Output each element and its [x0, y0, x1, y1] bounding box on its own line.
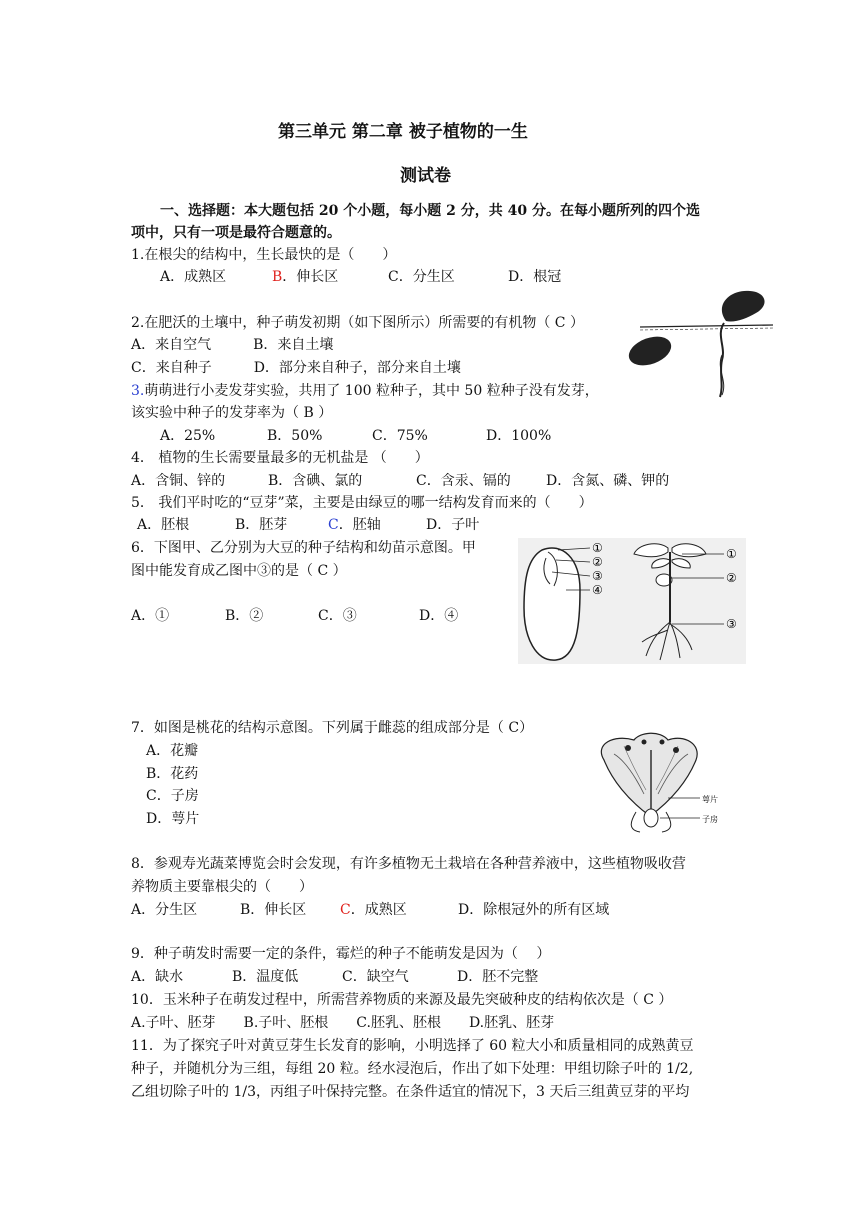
q8-option-c: C．成熟区: [340, 902, 407, 918]
section-heading-line2: 项中，只有一项是最符合题意的。: [131, 225, 341, 241]
peach-flower-figure: [584, 730, 730, 836]
q4-option-b: B．含碘、氯的: [268, 473, 363, 489]
q5-option-b: B．胚芽: [235, 517, 288, 533]
q5-option-c-letter: C: [328, 517, 339, 533]
q6-option-c: C．③: [318, 608, 357, 624]
q7-option-b: B．花药: [146, 766, 199, 782]
seedling-label-1: ①: [726, 547, 737, 561]
q4-option-a: A．含铜、锌的: [131, 473, 226, 489]
q1-option-b: B．伸长区: [272, 269, 339, 285]
q7-stem: 7．如图是桃花的结构示意图。下列属于雌蕊的组成部分是（ C）: [131, 720, 534, 736]
q5-option-c-text: ．胚轴: [338, 517, 381, 533]
seedling-figure: [620, 538, 746, 664]
flower-label-sepal: 萼片: [702, 795, 718, 804]
q8-option-d: D．除根冠外的所有区域: [458, 902, 610, 918]
q8-option-c-text: ．成熟区: [350, 902, 407, 918]
q7-option-a: A．花瓣: [146, 743, 199, 759]
q1-option-b-text: ．伸长区: [282, 269, 339, 285]
q3-option-a: A．25%: [160, 428, 216, 444]
q3-option-d: D．100%: [486, 428, 552, 444]
seed-structure-figure: [518, 538, 622, 664]
q9-option-d: D．胚不完整: [457, 969, 539, 985]
q7-option-c: C．子房: [146, 788, 199, 804]
q5-stem: 5． 我们平时吃的“豆芽”菜，主要是由绿豆的哪一结构发育而来的（ ）: [131, 495, 593, 511]
q7-option-d: D．萼片: [146, 811, 200, 827]
q4-stem: 4． 植物的生长需要量最多的无机盐是 （ ）: [131, 450, 429, 466]
q1-option-a: A．成熟区: [160, 269, 227, 285]
seed-label-4: ④: [592, 583, 603, 597]
page-subtitle: 测试卷: [400, 166, 451, 186]
seedling-label-3: ③: [726, 617, 737, 631]
section-heading-line1: 一、选择题：本大题包括 20 个小题，每小题 2 分，共 40 分。在每小题所列的四个选: [160, 203, 700, 219]
germinating-seed-figure: [618, 285, 783, 400]
q3-option-b: B．50%: [267, 428, 323, 444]
q10-options: A.子叶、胚芽 B.子叶、胚根 C.胚乳、胚根 D.胚乳、胚芽: [131, 1015, 555, 1031]
q2-options-cd: C．来自种子 D．部分来自种子，部分来自土壤: [131, 360, 461, 376]
seedling-label-2: ②: [726, 571, 737, 585]
q6-stem: 6．下图甲、乙分别为大豆的种子结构和幼苗示意图。甲: [131, 540, 476, 556]
q3-stem: [131, 380, 599, 400]
q5-option-a: A．胚根: [137, 517, 190, 533]
q1-option-c: C．分生区: [388, 269, 455, 285]
q11-line1: 11．为了探究子叶对黄豆芽生长发育的影响，小明选择了 60 粒大小和质量相同的成熟黄豆: [131, 1038, 694, 1054]
q1-stem: 1.在根尖的结构中，生长最快的是（ ）: [131, 247, 397, 263]
q8-option-b: B．伸长区: [240, 902, 307, 918]
q3-stem-line2: 该实验中种子的发芽率为（ B ）: [131, 405, 333, 421]
page-title: 第三单元 第二章 被子植物的一生: [278, 122, 528, 142]
q3-option-c: C．75%: [372, 428, 428, 444]
seed-label-3: ③: [592, 569, 603, 583]
q10-stem: 10．玉米种子在萌发过程中，所需营养物质的来源及最先突破种皮的结构依次是（ C ）: [131, 992, 673, 1008]
q6-option-a: A．①: [131, 608, 170, 624]
q3-number: 3.: [131, 383, 145, 399]
q8-stem-line2: 养物质主要靠根尖的（ ）: [131, 879, 313, 895]
q6-option-b: B．②: [225, 608, 264, 624]
q6-option-d: D．④: [419, 608, 459, 624]
q2-options-ab: A．来自空气 B．来自土壤: [131, 337, 334, 353]
q8-stem: 8．参观寿光蔬菜博览会时会发现，有许多植物无土栽培在各种营养液中，这些植物吸收营: [131, 856, 686, 872]
flower-label-ovary: 子房: [702, 815, 718, 824]
seed-label-2: ②: [592, 555, 603, 569]
q9-option-c: C．缺空气: [342, 969, 409, 985]
q9-stem: 9．种子萌发时需要一定的条件，霉烂的种子不能萌发是因为（ ）: [131, 946, 551, 962]
q4-option-d: D．含氮、磷、钾的: [546, 473, 670, 489]
q5-option-d: D．子叶: [426, 517, 480, 533]
q3-stem-text: 萌萌进行小麦发芽实验，共用了 100 粒种子，其中 50 粒种子没有发芽，: [144, 383, 599, 399]
q9-option-b: B．温度低: [232, 969, 299, 985]
q1-option-d: D．根冠: [508, 269, 562, 285]
q9-option-a: A．缺水: [131, 969, 184, 985]
q5-option-c: [328, 514, 381, 534]
q4-option-c: C．含汞、镉的: [416, 473, 511, 489]
q6-stem-line2: 图中能发育成乙图中③的是（ C ）: [131, 563, 347, 579]
q11-line3: 乙组切除子叶的 1/3，丙组子叶保持完整。在条件适宜的情况下，3 天后三组黄豆芽的平均: [131, 1084, 690, 1100]
seed-label-1: ①: [592, 541, 603, 555]
q2-stem: 2.在肥沃的土壤中，种子萌发初期（如下图所示）所需要的有机物（ C ）: [131, 315, 584, 331]
q8-option-a: A．分生区: [131, 902, 198, 918]
q11-line2: 种子，并随机分为三组，每组 20 粒。经水浸泡后，作出了如下处理：甲组切除子叶的 1/2,: [131, 1061, 694, 1077]
